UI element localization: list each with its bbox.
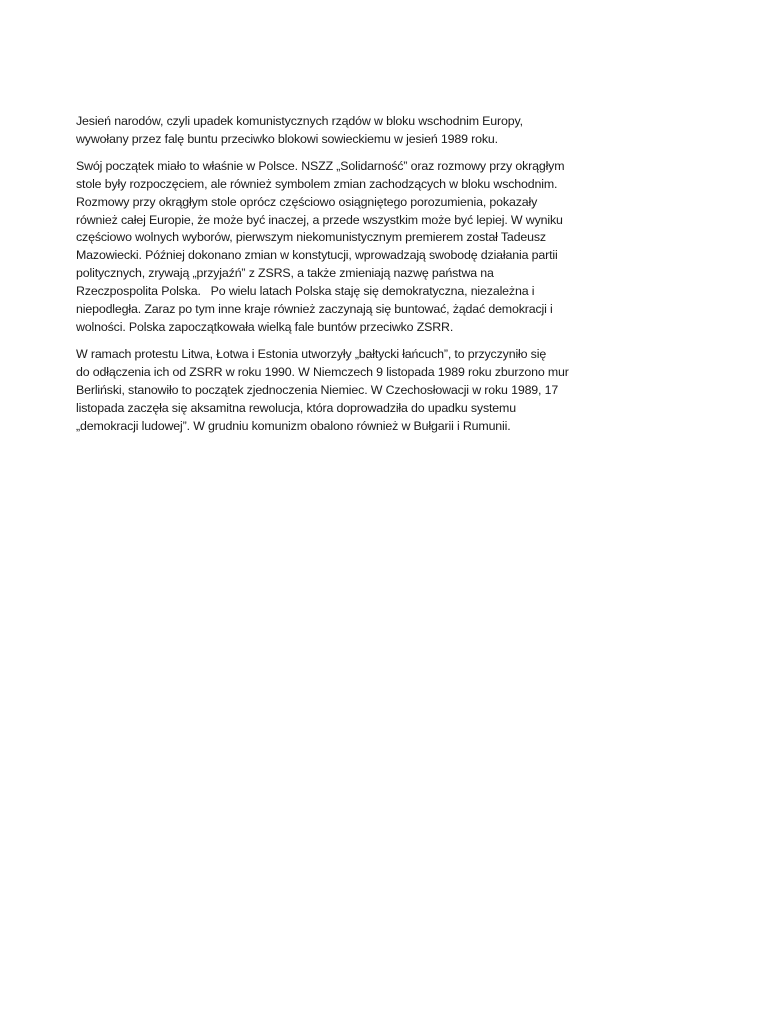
paragraph-2	[76, 158, 616, 337]
text-line: listopada zaczęła się aksamitna rewolucja, która doprowadziła do upadku systemu	[76, 400, 516, 415]
text-line: W ramach protestu Litwa, Łotwa i Estonia utworzyły „bałtycki łańcuch”, to przyczyniło się	[76, 346, 547, 361]
text-line: również całej Europie, że może być inaczej, a przede wszystkim może być lepiej. W wyniku	[76, 212, 563, 227]
text-line: „demokracji ludowej”. W grudniu komunizm obalono również w Bułgarii i Rumunii.	[76, 418, 511, 433]
text-line: Jesień narodów, czyli upadek komunistycznych rządów w bloku wschodnim Europy,	[76, 114, 523, 128]
paragraph-1	[76, 113, 616, 149]
text-line: Swój początek miało to właśnie w Polsce. NSZZ „Solidarność” oraz rozmowy przy okrągłym	[76, 158, 565, 173]
text-line: Rozmowy przy okrągłym stole oprócz częściowo osiągniętego porozumienia, pokazały	[76, 194, 538, 209]
text-line: niepodległa. Zaraz po tym inne kraje również zaczynają się buntować, żądać demokracji i	[76, 302, 553, 317]
text-line: wolności. Polska zapoczątkowała wielką fale buntów przeciwko ZSRR.	[76, 319, 454, 334]
text-line: wywołany przez falę buntu przeciwko blokowi sowieckiemu w jesień 1989 roku.	[76, 131, 498, 146]
text-line: do odłączenia ich od ZSRR w roku 1990. W Niemczech 9 listopada 1989 roku zburzono mur	[76, 364, 569, 379]
text-line: częściowo wolnych wyborów, pierwszym niekomunistycznym premierem został Tadeusz	[76, 230, 546, 245]
text-line: Rzeczpospolita Polska. Po wielu latach Polska staję się demokratyczna, niezależna i	[76, 284, 535, 299]
text-line: Mazowiecki. Później dokonano zmian w konstytucji, wprowadzają swobodę działania partii	[76, 248, 558, 263]
text-line: politycznych, zrywają „przyjaźń” z ZSRS, a także zmieniają nazwę państwa na	[76, 266, 494, 281]
document-body	[76, 113, 616, 444]
text-line: stole były rozpoczęciem, ale również symbolem zmian zachodzących w bloku wschodnim.	[76, 176, 558, 191]
paragraph-3	[76, 346, 616, 436]
text-line: Berliński, stanowiło to początek zjednoczenia Niemiec. W Czechosłowacji w roku 1989, 17	[76, 382, 559, 397]
